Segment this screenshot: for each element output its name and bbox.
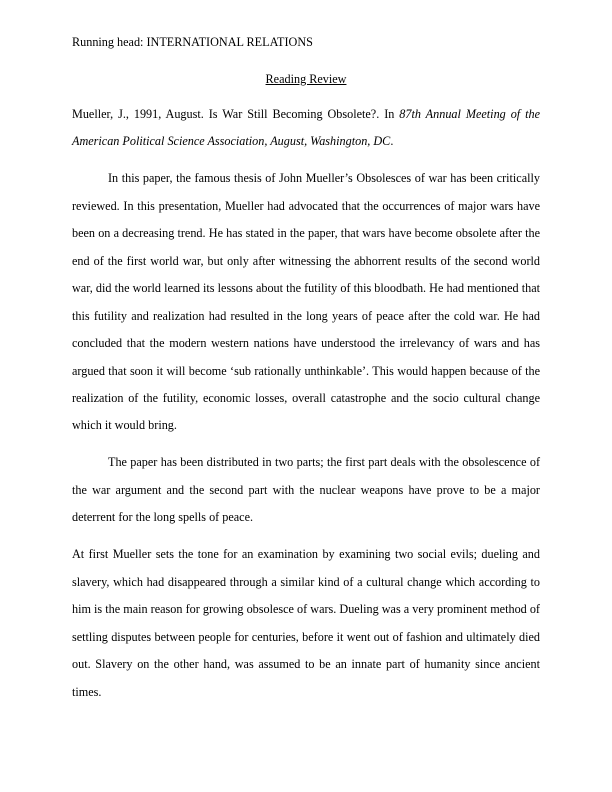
document-title-text: Reading Review bbox=[265, 72, 347, 86]
document-body bbox=[72, 101, 540, 706]
paragraph-2: The paper has been distributed in two parts; the first part deals with the obsolescence of the war argument and the second part with the nuclear weapons have prove to be a major deterrent for the long spells of peace. bbox=[72, 455, 540, 525]
paragraph-1: In this paper, the famous thesis of John Mueller’s Obsolesces of war has been critically reviewed. In this presentation, Mueller had advocated that the occurrences of major wars have been on a decreasing trend. He has stated in the paper, that wars have become obsolete after the end of the first world war, but only after witnessing the abhorrent results of the second world war, did the world learned its lessons about the futility of this bloodbath. He had mentioned that this futility and realization had resulted in the long years of peace after the cold war. He had concluded that the modern western nations have understood the irrelevancy of wars and has argued that soon it will become ‘sub rationally unthinkable’. This would happen because of the realization of the futility, economic losses, overall catastrophe and the socio cultural change which it would bring. bbox=[72, 171, 540, 433]
reference-venue: 87th Annual Meeting of the American Political Science Association, August, Washington, DC bbox=[72, 107, 541, 149]
reference-author-title: Mueller, J., 1991, August. Is War Still Becoming Obsolete?. In bbox=[72, 107, 400, 121]
reference-end: . bbox=[390, 134, 394, 149]
paragraph-3: At first Mueller sets the tone for an examination by examining two social evils; dueling and slavery, which had disappeared through a similar kind of a cultural change which according to him is the main reason for growing obsolesce of wars. Dueling was a very prominent method of settling disputes between people for centuries, before it went out of fashion and ultimately died out. Slavery on the other hand, was assumed to be an innate part of humanity since ancient times. bbox=[72, 547, 540, 699]
running-head: Running head: INTERNATIONAL RELATIONS bbox=[72, 35, 313, 49]
reference-citation bbox=[72, 101, 540, 156]
document-title bbox=[0, 72, 612, 86]
